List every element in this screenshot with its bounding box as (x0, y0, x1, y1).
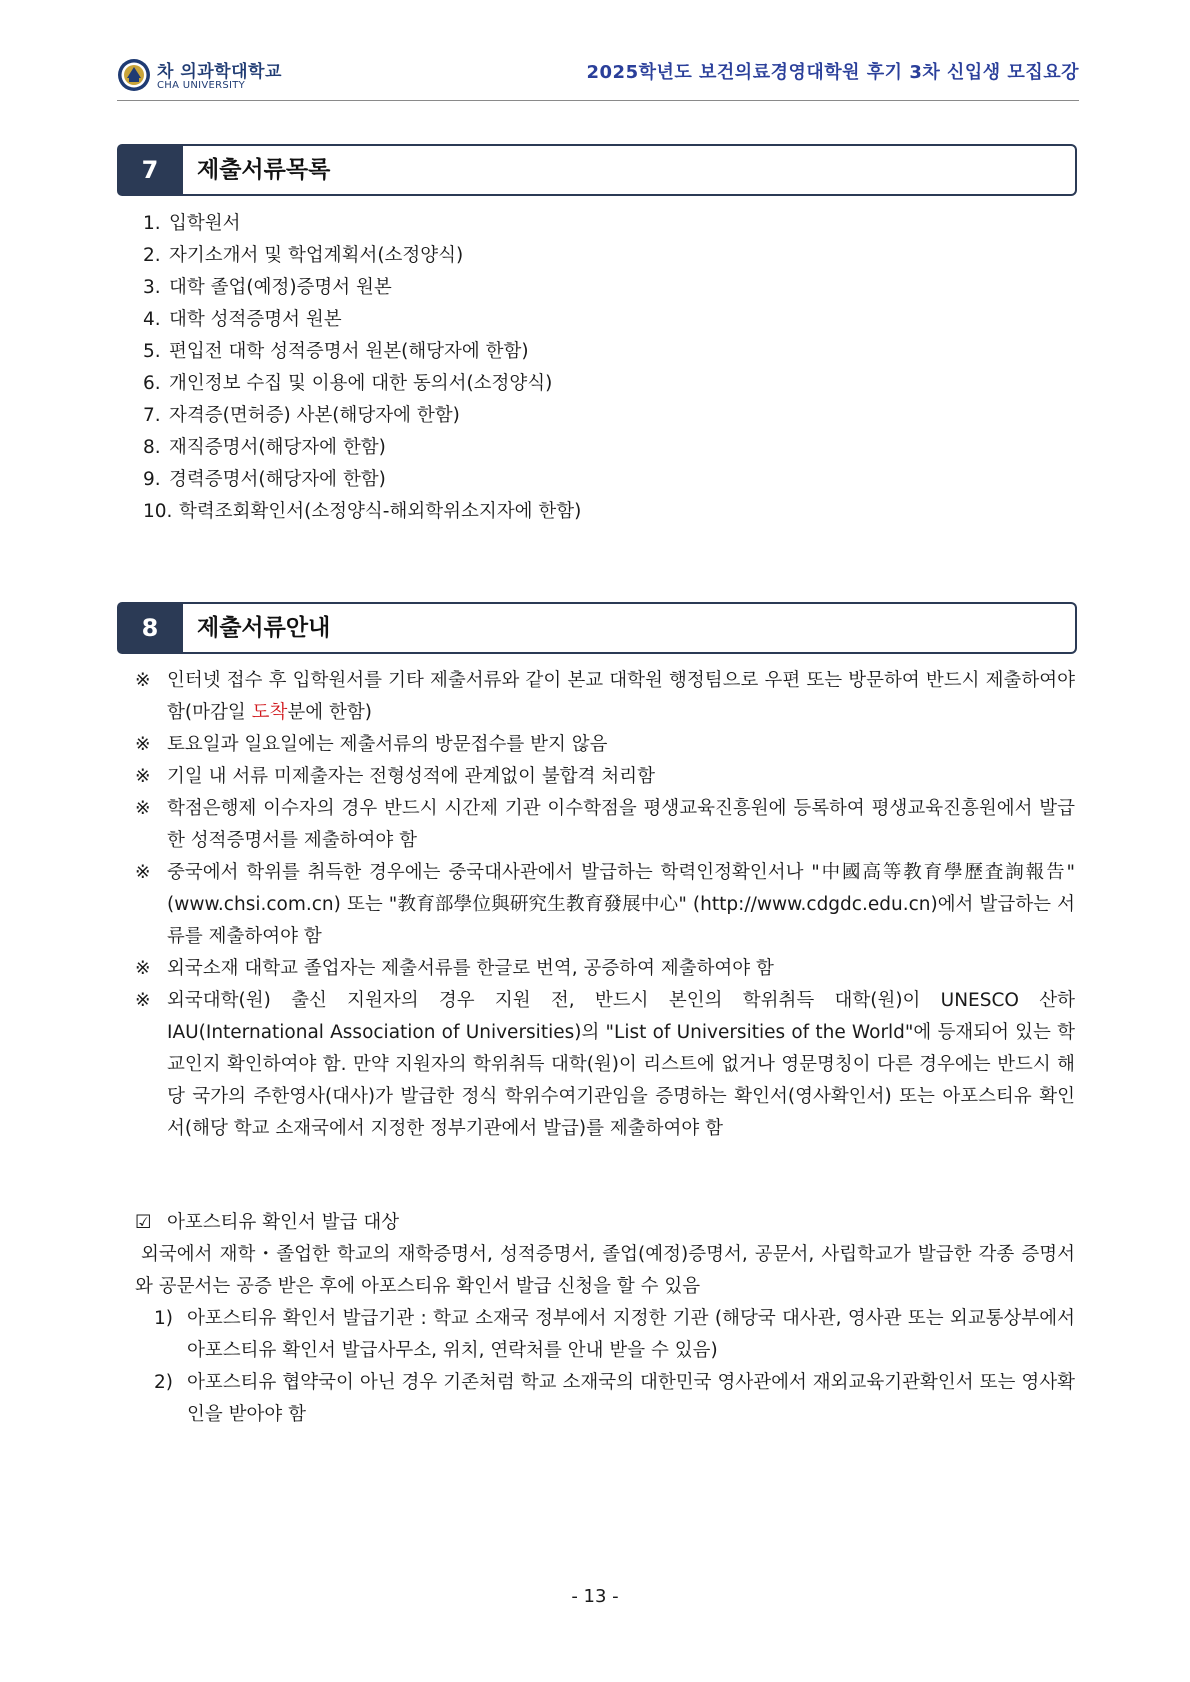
reference-mark-icon: ※ (135, 862, 151, 883)
list-item: 8. 재직증명서(해당자에 한함) (143, 437, 386, 458)
section-title: 제출서류안내 (197, 615, 331, 641)
page-header (117, 56, 1079, 101)
document-list (143, 208, 581, 528)
section-number-badge: 7 (117, 144, 183, 196)
note-item: ※ 기일 내 서류 미제출자는 전형성적에 관계없이 불합격 처리함 (135, 761, 1075, 793)
reference-mark-icon: ※ (135, 766, 151, 787)
section-title: 제출서류목록 (197, 157, 331, 183)
section-title-box (181, 144, 1077, 196)
list-item: 3. 대학 졸업(예정)증명서 원본 (143, 277, 392, 298)
note-item: ※ 학점은행제 이수자의 경우 반드시 시간제 기관 이수학점을 평생교육진흥원에 등록하여 평생교육진흥원에서 발급한 성적증명서를 제출하여야 함 (135, 793, 1075, 857)
section-7-heading (117, 144, 1077, 196)
reference-mark-icon: ※ (135, 990, 151, 1011)
apostille-item: 2) 아포스티유 협약국이 아닌 경우 기존처럼 학교 소재국의 대한민국 영사관에서 재외교육기관확인서 또는 영사확인을 받아야 함 (154, 1372, 1075, 1425)
apostille-info (135, 1207, 1075, 1431)
note-item: ※ 중국에서 학위를 취득한 경우에는 중국대사관에서 발급하는 학력인정확인서나 "中國高等教育學歷査詢報告" (www.chsi.com.cn) 또는 "教育部學位與硏究生教育發展中心" (http://www.cdgdc.edu.cn)에서 발급하는 서류를 제출하여야 함 (135, 857, 1075, 953)
university-name: 차 의과학대학교 (157, 62, 282, 82)
note-item: ※ 외국대학(원) 출신 지원자의 경우 지원 전, 반드시 본인의 학위취득 대학(원)이 UNESCO 산하 IAU(International Association of Universities)의 "List of Universities of the World"에 등재되어 있는 학교인지 확인하여야 함. 만약 지원자의 학위취득 대학(원)이 리스트에 없거나 영문명칭이 다른 경우에는 반드시 해당 국가의 주한영사(대사)가 발급한 정식 학위수여기관임을 증명하는 확인서(영사확인서) 또는 아포스티유 확인서(해당 학교 소재국에서 지정한 정부기관에서 발급)를 제출하여야 함 (135, 985, 1075, 1145)
reference-mark-icon: ※ (135, 958, 151, 979)
list-item: 6. 개인정보 수집 및 이용에 대한 동의서(소정양식) (143, 373, 553, 394)
note-item: ※ 토요일과 일요일에는 제출서류의 방문접수를 받지 않음 (135, 729, 1075, 761)
university-english-name: CHA UNIVERSITY (157, 80, 246, 91)
list-item: 2. 자기소개서 및 학업계획서(소정양식) (143, 245, 464, 266)
note-item: ※ 외국소재 대학교 졸업자는 제출서류를 한글로 번역, 공증하여 제출하여야 함 (135, 953, 1075, 985)
page-number: - 13 - (571, 1586, 619, 1607)
section-number-badge: 8 (117, 602, 183, 654)
highlight-text: 도착 (251, 702, 288, 723)
checkbox-icon: ☑ (135, 1212, 152, 1233)
list-item: 5. 편입전 대학 성적증명서 원본(해당자에 한함) (143, 341, 529, 362)
list-item: 1. 입학원서 (143, 213, 241, 234)
reference-mark-icon: ※ (135, 734, 151, 755)
notes-list (135, 665, 1075, 1145)
section-8-heading (117, 602, 1077, 654)
university-emblem-icon (117, 58, 151, 92)
document-title: 2025학년도 보건의료경영대학원 후기 3차 신입생 모집요강 (586, 62, 1079, 83)
reference-mark-icon: ※ (135, 670, 151, 691)
list-item: 9. 경력증명서(해당자에 한함) (143, 469, 386, 490)
apostille-item: 1) 아포스티유 확인서 발급기관 : 학교 소재국 정부에서 지정한 기관 (해당국 대사관, 영사관 또는 외교통상부에서 아포스티유 확인서 발급사무소, 위치, 연락처를 안내 받을 수 있음) (154, 1308, 1075, 1361)
list-item: 10. 학력조회확인서(소정양식-해외학위소지자에 한함) (143, 501, 582, 522)
reference-mark-icon: ※ (135, 798, 151, 819)
note-item: ※ 인터넷 접수 후 입학원서를 기타 제출서류와 같이 본교 대학원 행정팀으로 우편 또는 방문하여 반드시 제출하여야 함(마감일 도착분에 한함) (135, 665, 1075, 729)
apostille-paragraph: 외국에서 재학・졸업한 학교의 재학증명서, 성적증명서, 졸업(예정)증명서, 공문서, 사립학교가 발급한 각종 증명서와 공문서는 공증 받은 후에 아포스티유 확인서 발급 신청을 할 수 있음 (135, 1244, 1075, 1297)
section-title-box (181, 602, 1077, 654)
apostille-heading: ☑ 아포스티유 확인서 발급 대상 (135, 1207, 1075, 1239)
list-item: 7. 자격증(면허증) 사본(해당자에 한함) (143, 405, 460, 426)
list-item: 4. 대학 성적증명서 원본 (143, 309, 342, 330)
